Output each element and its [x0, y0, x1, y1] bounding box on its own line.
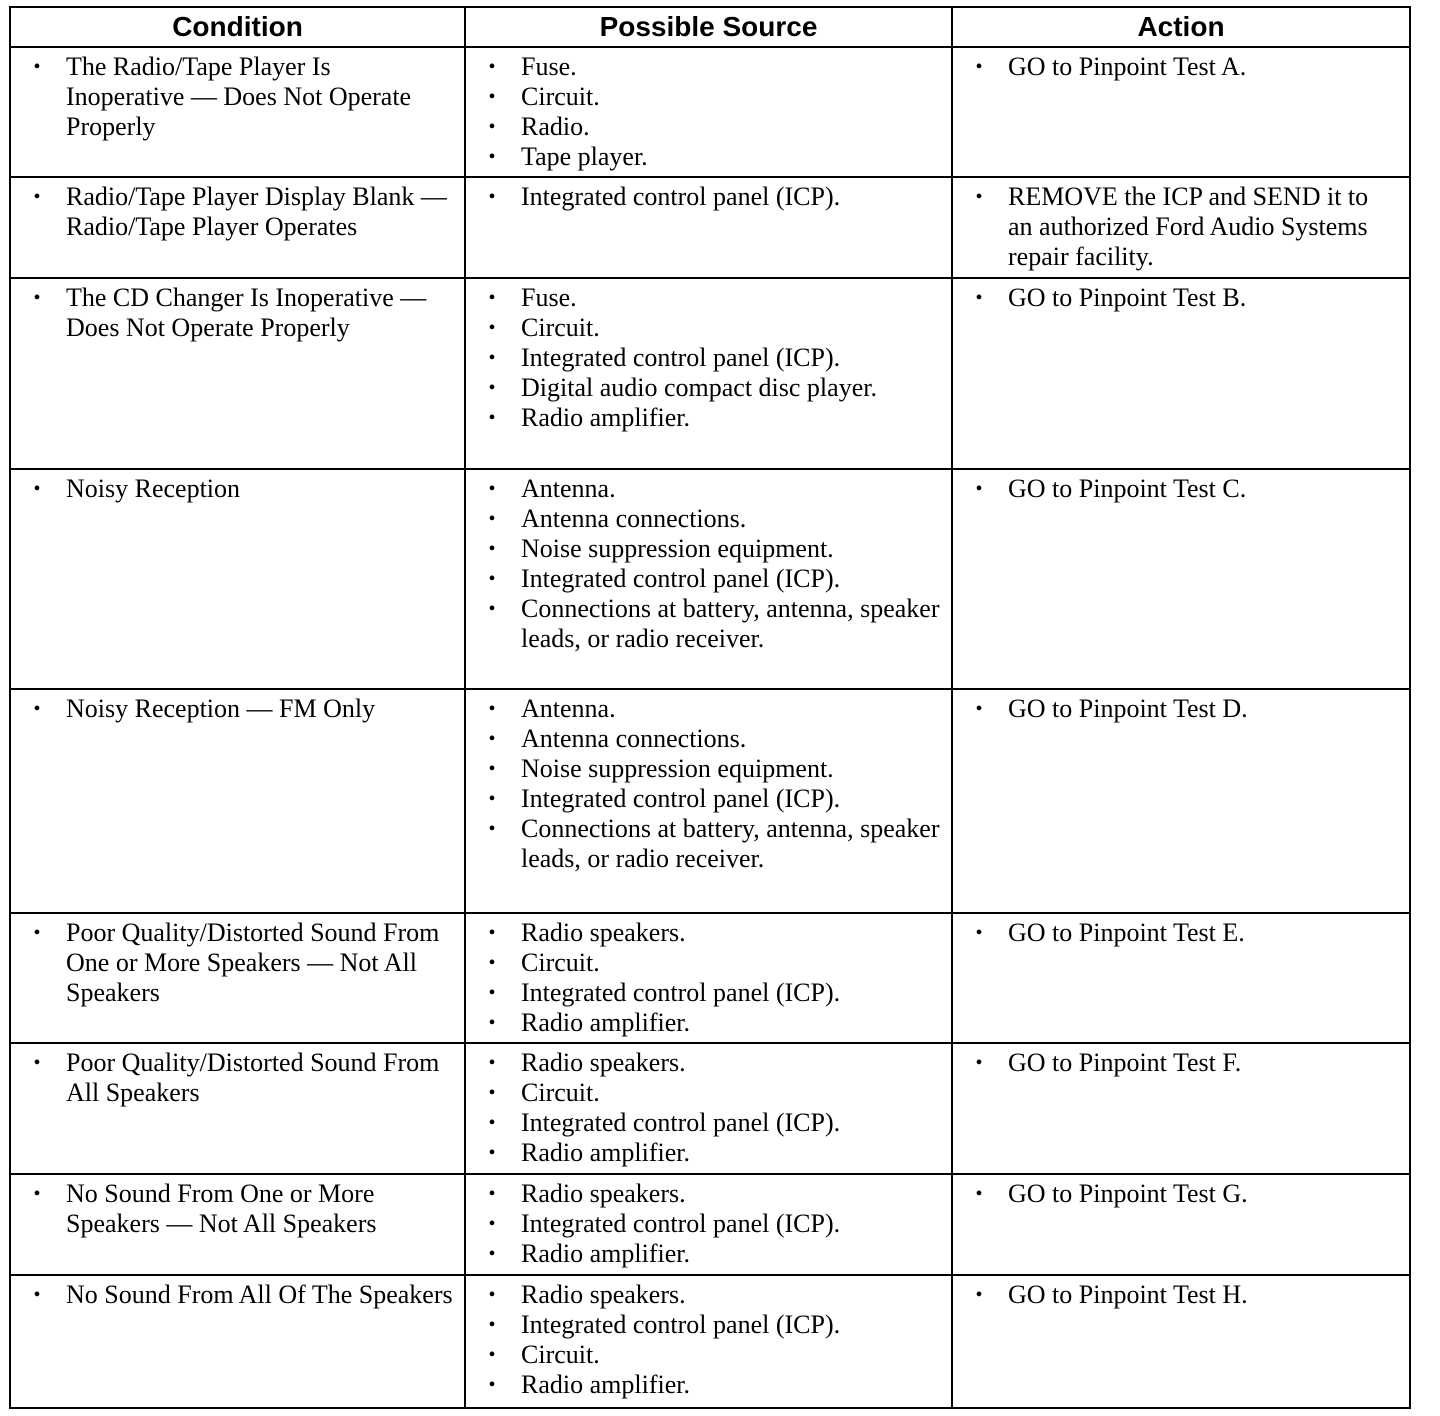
source-text: Integrated control panel (ICP). [521, 564, 841, 593]
source-text: Connections at battery, antenna, speaker leads, or radio receiver. [521, 814, 940, 873]
table-row [10, 689, 1410, 913]
action-list [953, 279, 1409, 317]
source-item [466, 694, 941, 724]
action-list [953, 48, 1409, 86]
bullet-icon: • [488, 728, 496, 750]
condition-text: Noisy Reception [66, 474, 241, 503]
source-text: Radio. [521, 112, 590, 141]
source-text: Radio amplifier. [521, 1138, 690, 1167]
source-text: Antenna connections. [521, 504, 747, 533]
condition-item [11, 694, 454, 724]
bullet-icon: • [33, 287, 41, 309]
bullet-icon: • [33, 56, 41, 78]
source-text: Radio amplifier. [521, 1239, 690, 1268]
bullet-icon: • [488, 818, 496, 840]
source-text: Tape player. [521, 142, 648, 171]
bullet-icon: • [488, 1314, 496, 1336]
possible-source-cell [465, 177, 952, 278]
source-text: Radio speakers. [521, 1048, 686, 1077]
action-text: GO to Pinpoint Test D. [1008, 694, 1248, 723]
action-text: GO to Pinpoint Test B. [1008, 283, 1247, 312]
action-list [953, 1175, 1409, 1213]
source-item [466, 52, 941, 82]
header-action: Action [952, 7, 1410, 47]
source-item [466, 283, 941, 313]
source-text: Radio amplifier. [521, 1008, 690, 1037]
action-text: REMOVE the ICP and SEND it to an authorized Ford Audio Systems repair facility. [1008, 182, 1369, 271]
source-list [466, 48, 951, 176]
source-text: Integrated control panel (ICP). [521, 343, 841, 372]
bullet-icon: • [488, 478, 496, 500]
bullet-icon: • [33, 922, 41, 944]
bullet-icon: • [488, 1082, 496, 1104]
bullet-icon: • [33, 478, 41, 500]
condition-list [11, 690, 464, 728]
action-item [953, 1179, 1399, 1209]
source-item [466, 784, 941, 814]
condition-cell [10, 278, 465, 469]
condition-text: No Sound From One or More Speakers — Not All Speakers [66, 1179, 377, 1238]
source-list [466, 279, 951, 437]
action-cell [952, 469, 1410, 689]
source-item [466, 142, 941, 172]
source-text: Antenna connections. [521, 724, 747, 753]
condition-item [11, 1280, 454, 1310]
condition-cell [10, 177, 465, 278]
source-item [466, 534, 941, 564]
bullet-icon: • [975, 1183, 983, 1205]
source-item [466, 1209, 941, 1239]
condition-cell [10, 913, 465, 1043]
action-item [953, 694, 1399, 724]
possible-source-cell [465, 47, 952, 177]
action-list [953, 914, 1409, 952]
action-list [953, 1276, 1409, 1314]
table-row [10, 1174, 1410, 1275]
source-item [466, 474, 941, 504]
header-row [10, 7, 1410, 47]
action-item [953, 1280, 1399, 1310]
source-text: Radio amplifier. [521, 1370, 690, 1399]
bullet-icon: • [488, 698, 496, 720]
condition-text: The Radio/Tape Player Is Inoperative — Does Not Operate Properly [66, 52, 412, 141]
source-text: Radio amplifier. [521, 403, 690, 432]
bullet-icon: • [488, 508, 496, 530]
source-list [466, 914, 951, 1042]
source-text: Circuit. [521, 1078, 600, 1107]
table-row [10, 1043, 1410, 1174]
source-text: Integrated control panel (ICP). [521, 1310, 841, 1339]
source-item [466, 343, 941, 373]
table-header [10, 7, 1410, 47]
bullet-icon: • [488, 1284, 496, 1306]
bullet-icon: • [488, 1012, 496, 1034]
source-item [466, 1108, 941, 1138]
bullet-icon: • [488, 1112, 496, 1134]
bullet-icon: • [975, 922, 983, 944]
condition-text: Poor Quality/Distorted Sound From All Speakers [66, 1048, 440, 1107]
condition-list [11, 1175, 464, 1243]
action-item [953, 283, 1399, 313]
source-item [466, 1340, 941, 1370]
source-item [466, 724, 941, 754]
source-text: Circuit. [521, 82, 600, 111]
condition-cell [10, 689, 465, 913]
condition-item [11, 1179, 454, 1239]
source-text: Circuit. [521, 948, 600, 977]
bullet-icon: • [975, 56, 983, 78]
action-text: GO to Pinpoint Test C. [1008, 474, 1247, 503]
action-cell [952, 913, 1410, 1043]
condition-cell [10, 47, 465, 177]
bullet-icon: • [488, 146, 496, 168]
source-text: Radio speakers. [521, 1280, 686, 1309]
source-text: Integrated control panel (ICP). [521, 1209, 841, 1238]
source-list [466, 470, 951, 658]
bullet-icon: • [488, 86, 496, 108]
source-text: Noise suppression equipment. [521, 534, 834, 563]
bullet-icon: • [488, 1243, 496, 1265]
possible-source-cell [465, 1174, 952, 1275]
action-item [953, 1048, 1399, 1078]
header-condition: Condition [10, 7, 465, 47]
source-text: Integrated control panel (ICP). [521, 1108, 841, 1137]
action-cell [952, 1275, 1410, 1408]
source-text: Radio speakers. [521, 1179, 686, 1208]
source-text: Circuit. [521, 1340, 600, 1369]
source-item [466, 1310, 941, 1340]
condition-list [11, 1276, 464, 1314]
bullet-icon: • [488, 982, 496, 1004]
condition-list [11, 470, 464, 508]
source-text: Fuse. [521, 52, 577, 81]
bullet-icon: • [488, 287, 496, 309]
action-cell [952, 1043, 1410, 1174]
condition-item [11, 1048, 454, 1108]
action-cell [952, 47, 1410, 177]
table-row [10, 278, 1410, 469]
possible-source-cell [465, 278, 952, 469]
source-item [466, 918, 941, 948]
source-item [466, 1179, 941, 1209]
bullet-icon: • [33, 1183, 41, 1205]
bullet-icon: • [975, 287, 983, 309]
action-text: GO to Pinpoint Test H. [1008, 1280, 1248, 1309]
condition-text: Noisy Reception — FM Only [66, 694, 376, 723]
header-possible-source: Possible Source [465, 7, 952, 47]
bullet-icon: • [488, 538, 496, 560]
condition-list [11, 279, 464, 347]
source-text: Connections at battery, antenna, speaker leads, or radio receiver. [521, 594, 940, 653]
table-row [10, 913, 1410, 1043]
condition-list [11, 914, 464, 1012]
condition-item [11, 283, 454, 343]
action-text: GO to Pinpoint Test E. [1008, 918, 1245, 947]
action-cell [952, 689, 1410, 913]
diagnosis-table [9, 6, 1411, 1409]
action-cell [952, 278, 1410, 469]
condition-cell [10, 1275, 465, 1408]
possible-source-cell [465, 1043, 952, 1174]
condition-list [11, 178, 464, 246]
source-item [466, 1048, 941, 1078]
action-item [953, 918, 1399, 948]
action-list [953, 178, 1409, 276]
action-text: GO to Pinpoint Test F. [1008, 1048, 1242, 1077]
bullet-icon: • [488, 317, 496, 339]
bullet-icon: • [33, 1284, 41, 1306]
condition-item [11, 918, 454, 1008]
action-item [953, 182, 1399, 272]
condition-item [11, 474, 454, 504]
source-item [466, 978, 941, 1008]
bullet-icon: • [975, 698, 983, 720]
bullet-icon: • [488, 1213, 496, 1235]
possible-source-cell [465, 469, 952, 689]
possible-source-cell [465, 1275, 952, 1408]
source-item [466, 1239, 941, 1269]
condition-item [11, 182, 454, 242]
action-item [953, 52, 1399, 82]
bullet-icon: • [488, 186, 496, 208]
source-item [466, 112, 941, 142]
source-text: Circuit. [521, 313, 600, 342]
table-row [10, 47, 1410, 177]
condition-cell [10, 1174, 465, 1275]
source-item [466, 504, 941, 534]
source-item [466, 313, 941, 343]
source-item [466, 814, 941, 874]
source-item [466, 948, 941, 978]
bullet-icon: • [488, 1142, 496, 1164]
bullet-icon: • [488, 952, 496, 974]
bullet-icon: • [975, 1284, 983, 1306]
bullet-icon: • [488, 758, 496, 780]
bullet-icon: • [488, 788, 496, 810]
table-row [10, 1275, 1410, 1408]
source-item [466, 373, 941, 403]
possible-source-cell [465, 689, 952, 913]
condition-cell [10, 1043, 465, 1174]
action-text: GO to Pinpoint Test G. [1008, 1179, 1248, 1208]
condition-cell [10, 469, 465, 689]
bullet-icon: • [488, 598, 496, 620]
action-list [953, 1044, 1409, 1082]
action-text: GO to Pinpoint Test A. [1008, 52, 1247, 81]
source-item [466, 1280, 941, 1310]
bullet-icon: • [33, 186, 41, 208]
bullet-icon: • [488, 1052, 496, 1074]
source-text: Digital audio compact disc player. [521, 373, 877, 402]
bullet-icon: • [33, 698, 41, 720]
bullet-icon: • [488, 407, 496, 429]
source-list [466, 178, 951, 216]
source-item [466, 1008, 941, 1038]
source-text: Integrated control panel (ICP). [521, 182, 841, 211]
bullet-icon: • [488, 377, 496, 399]
source-text: Antenna. [521, 694, 616, 723]
source-item [466, 403, 941, 433]
table-body [10, 47, 1410, 1408]
source-text: Antenna. [521, 474, 616, 503]
source-list [466, 1276, 951, 1404]
action-cell [952, 1174, 1410, 1275]
source-text: Radio speakers. [521, 918, 686, 947]
possible-source-cell [465, 913, 952, 1043]
condition-list [11, 1044, 464, 1112]
source-item [466, 182, 941, 212]
bullet-icon: • [488, 56, 496, 78]
condition-list [11, 48, 464, 146]
bullet-icon: • [975, 1052, 983, 1074]
source-text: Integrated control panel (ICP). [521, 784, 841, 813]
action-cell [952, 177, 1410, 278]
condition-text: No Sound From All Of The Speakers [66, 1280, 453, 1309]
source-item [466, 564, 941, 594]
condition-text: Radio/Tape Player Display Blank — Radio/Tape Player Operates [66, 182, 447, 241]
source-text: Fuse. [521, 283, 577, 312]
bullet-icon: • [975, 478, 983, 500]
source-item [466, 754, 941, 784]
bullet-icon: • [33, 1052, 41, 1074]
condition-text: The CD Changer Is Inoperative — Does Not Operate Properly [66, 283, 427, 342]
bullet-icon: • [488, 922, 496, 944]
source-item [466, 594, 941, 654]
source-item [466, 1138, 941, 1168]
action-item [953, 474, 1399, 504]
source-text: Integrated control panel (ICP). [521, 978, 841, 1007]
source-item [466, 1078, 941, 1108]
source-list [466, 1044, 951, 1172]
bullet-icon: • [488, 568, 496, 590]
source-item [466, 82, 941, 112]
bullet-icon: • [488, 347, 496, 369]
bullet-icon: • [488, 116, 496, 138]
bullet-icon: • [488, 1183, 496, 1205]
action-list [953, 690, 1409, 728]
bullet-icon: • [975, 186, 983, 208]
source-text: Noise suppression equipment. [521, 754, 834, 783]
bullet-icon: • [488, 1344, 496, 1366]
condition-item [11, 52, 454, 142]
bullet-icon: • [488, 1374, 496, 1396]
source-list [466, 1175, 951, 1273]
table-row [10, 469, 1410, 689]
action-list [953, 470, 1409, 508]
condition-text: Poor Quality/Distorted Sound From One or More Speakers — Not All Speakers [66, 918, 440, 1007]
source-list [466, 690, 951, 878]
source-item [466, 1370, 941, 1400]
table-row [10, 177, 1410, 278]
